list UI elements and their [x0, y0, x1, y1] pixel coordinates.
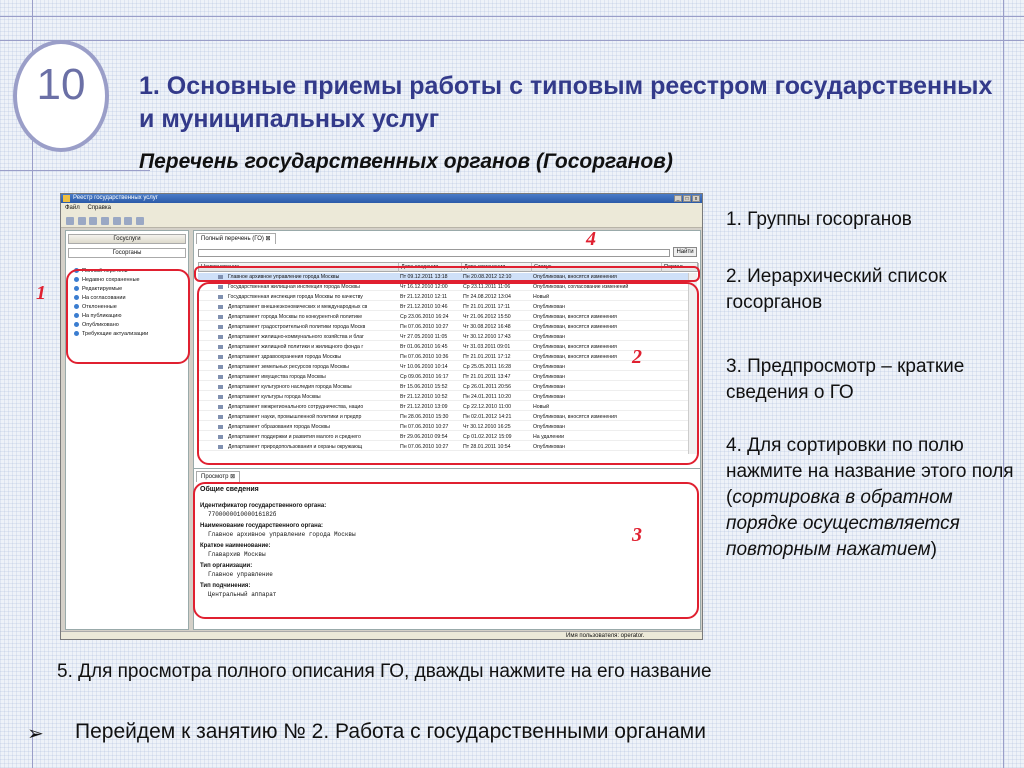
status-bar	[61, 631, 702, 640]
table-cell: Ср 01.02.2012 15:09	[463, 434, 512, 440]
slide-number: 10	[36, 60, 86, 109]
table-cell: Опубликован	[533, 384, 565, 390]
table-cell: Департамент жилищной политики и жилищного фонда г	[228, 344, 364, 350]
tab-preview[interactable]: Просмотр ⊠	[196, 471, 240, 482]
annotation-box-header	[194, 266, 700, 282]
table-cell: Департамент внешнеэкономических и международных св	[228, 304, 368, 310]
preview-value: 770000001000016182б	[208, 511, 277, 518]
tab-full-list[interactable]: Полный перечень (ГО) ⊠	[196, 233, 276, 244]
annotation-box-list	[197, 282, 699, 465]
table-cell: Опубликован	[533, 304, 565, 310]
help-icon[interactable]	[136, 217, 144, 225]
annotation-label-1: 1	[36, 282, 46, 304]
table-cell: Чт 30.08.2012 16:48	[463, 324, 511, 330]
window-title: Реестр государственных услуг	[73, 195, 158, 201]
gosorgany-button[interactable]: Госорганы	[68, 248, 186, 258]
table-cell: Департамент культуры города Москвы	[228, 394, 321, 400]
table-cell: Опубликован	[533, 444, 565, 450]
table-cell: Государственная жилищная инспекция города Москвы	[228, 284, 360, 290]
menu-file[interactable]: Файл	[65, 205, 80, 211]
table-cell: Департамент образования города Москвы	[228, 424, 330, 430]
table-cell: Опубликован, согласование изменений	[533, 284, 629, 290]
annotation-label-4: 4	[586, 228, 596, 250]
table-cell: Департамент жилищно-коммунального хозяйства и благ	[228, 334, 364, 340]
table-cell: Опубликован, вносятся изменения	[533, 324, 617, 330]
table-cell: Государственная инспекция города Москвы по качеству	[228, 294, 363, 300]
table-cell: Опубликован, вносятся изменения	[533, 414, 617, 420]
decor-line-top2	[0, 40, 1024, 41]
table-cell: Департамент градостроительной политики города Москв	[228, 324, 366, 330]
table-cell: Департамент науки, промышленной политики и предпр	[228, 414, 362, 420]
table-cell: Пт 21.01.2011 17:12	[463, 354, 511, 360]
table-cell: Департамент межрегионального сотрудничества, нацио	[228, 404, 364, 410]
table-cell: Чт 27.05.2010 11:05	[400, 334, 448, 340]
table-cell: Опубликован, вносятся изменения	[533, 354, 617, 360]
table-cell: Опубликован	[533, 364, 565, 370]
table-cell: Вт 21.12.2010 10:46	[400, 304, 448, 310]
window-titlebar	[61, 194, 702, 203]
table-cell: Ср 26.01.2011 20:56	[463, 384, 512, 390]
print-icon[interactable]	[101, 217, 109, 225]
maximize-button[interactable]: □	[683, 195, 691, 202]
table-cell: Чт 10.06.2010 10:14	[400, 364, 448, 370]
table-cell: Департамент земельных ресурсов города Москвы	[228, 364, 349, 370]
tree-item-published[interactable]: Опубликовано	[74, 321, 119, 329]
table-cell: Опубликован, вносятся изменения	[533, 344, 617, 350]
table-cell: Чт 21.06.2012 15:50	[463, 314, 511, 320]
slide-subtitle: Перечень государственных органов (Госорганов)	[139, 150, 673, 173]
column-header-modified[interactable]: Дата изменения	[462, 263, 532, 272]
close-button[interactable]: x	[692, 195, 700, 202]
toolbar	[61, 214, 702, 228]
table-cell: Пт 28.01.2011 10:54	[463, 444, 511, 450]
window-controls	[673, 195, 700, 203]
table-cell: Ср 09.06.2010 16:17	[400, 374, 449, 380]
table-cell: Опубликован	[533, 424, 565, 430]
search-input[interactable]	[198, 249, 670, 257]
table-cell: Департамент здравоохранения города Москвы	[228, 354, 342, 360]
table-cell: Ср 25.05.2011 16:28	[463, 364, 512, 370]
table-cell: Департамент имущества города Москвы	[228, 374, 326, 380]
table-cell: Вт 21.12.2010 13:09	[400, 404, 448, 410]
menu-help[interactable]: Справка	[87, 205, 111, 211]
gosuslugi-button[interactable]: Госуслуги	[68, 234, 186, 244]
menu-bar	[61, 203, 702, 214]
table-cell: Чт 16.12.2010 12:00	[400, 284, 448, 290]
table-cell: Ср 22.12.2010 11:00	[463, 404, 512, 410]
app-icon	[63, 195, 70, 202]
next-lesson-text: Перейдем к занятию № 2. Работа с государственными органами	[75, 720, 706, 743]
tree-item-to-publish[interactable]: На публикацию	[74, 312, 121, 320]
table-cell: Главное архивное управление города Москвы	[228, 274, 340, 280]
table-cell: Опубликован, вносятся изменения	[533, 274, 617, 280]
table-cell: Департамент природопользования и охраны окружающ	[228, 444, 363, 450]
preview-section-title: Общие сведения	[200, 486, 259, 493]
table-cell: Чт 30.12.2010 17:43	[463, 334, 511, 340]
table-cell: Пт 24.08.2012 13:04	[463, 294, 511, 300]
preview-label: Наименование государственного органа:	[200, 523, 324, 529]
save-icon[interactable]	[78, 217, 86, 225]
table-cell: На удалении	[533, 434, 564, 440]
table-cell: Новый	[533, 404, 550, 410]
column-header-created[interactable]: Дата создания	[399, 263, 462, 272]
bullet-arrow-icon: ➢	[27, 723, 44, 745]
preview-value: Главное управление	[208, 571, 273, 578]
table-cell: Пн 07.06.2010 10:27	[400, 324, 449, 330]
refresh-icon[interactable]	[89, 217, 97, 225]
table-cell: Вт 29.06.2010 09:54	[400, 434, 448, 440]
annotation-box-groups	[66, 269, 190, 364]
table-cell: Ср 23.06.2010 16:24	[400, 314, 449, 320]
export-icon[interactable]	[124, 217, 132, 225]
table-cell: Опубликован	[533, 334, 565, 340]
annotation-label-3: 3	[632, 524, 642, 546]
table-cell: Пн 28.06.2010 15:30	[400, 414, 449, 420]
table-cell: Пт 21.01.2011 17:11	[463, 304, 511, 310]
note-groups: 1. Группы госорганов	[726, 209, 912, 230]
preview-label: Краткое наименование:	[200, 543, 271, 549]
tree-item-rejected[interactable]: Отклоненные	[74, 303, 117, 311]
table-cell: Вт 21.12.2010 10:52	[400, 394, 448, 400]
table-cell: Опубликован, вносятся изменения	[533, 314, 617, 320]
status-user: Имя пользователя: operator.	[566, 633, 645, 639]
preview-label: Тип организации:	[200, 563, 253, 569]
tree-item-update[interactable]: Требующие актуализации	[74, 330, 148, 338]
table-cell: Пн 07.06.2010 10:36	[400, 354, 449, 360]
note-hierarchy: 2. Иерархический список госорганов	[726, 266, 947, 313]
preview-label: Тип подчинения:	[200, 583, 251, 589]
table-cell: Пн 20.08.2012 12:10	[463, 274, 512, 280]
annotation-label-2: 2	[632, 346, 642, 368]
decor-line-top	[0, 16, 1024, 17]
table-cell: Вт 15.06.2010 15:52	[400, 384, 448, 390]
slide-title: 1. Основные приемы работы с типовым реестром государственных и муниципальных услуг	[139, 72, 993, 133]
tree-item-full-list[interactable]: Полный перечень	[74, 267, 128, 275]
table-cell: Опубликован	[533, 394, 565, 400]
table-cell: Новый	[533, 294, 550, 300]
table-cell: Чт 31.03.2011 09:01	[463, 344, 511, 350]
delete-icon[interactable]	[113, 217, 121, 225]
table-cell: Пн 07.06.2010 10:27	[400, 424, 449, 430]
tree-item-recent[interactable]: Недавно сохраненные	[74, 276, 140, 284]
table-cell: Пн 02.01.2012 14:21	[463, 414, 512, 420]
table-cell: Пт 21.01.2011 13:47	[463, 374, 511, 380]
tree-item-approval[interactable]: На согласовании	[74, 294, 126, 302]
table-cell: Пн 07.06.2010 10:27	[400, 444, 449, 450]
decor-line-under-circle	[0, 170, 150, 171]
note-preview: 3. Предпросмотр – краткие сведения о ГО	[726, 356, 965, 403]
table-cell: Ср 23.11.2011 11:06	[463, 284, 511, 290]
table-cell: Департамент города Москвы по конкурентной политике	[228, 314, 363, 320]
column-header-name[interactable]: Наименование	[199, 263, 399, 272]
search-button[interactable]: Найти	[673, 247, 697, 257]
table-cell: Департамент поддержки и развития малого и среднего	[228, 434, 361, 440]
table-cell: Департамент культурного наследия города Москвы	[228, 384, 352, 390]
table-cell: Вт 01.06.2010 16:45	[400, 344, 448, 350]
table-cell: Опубликован	[533, 374, 565, 380]
table-cell: Чт 30.12.2010 16:25	[463, 424, 511, 430]
minimize-button[interactable]: _	[674, 195, 682, 202]
column-header-status[interactable]: Статус	[532, 263, 662, 272]
table-cell: Вт 21.12.2010 12:11	[400, 294, 448, 300]
annotation-box-preview	[193, 482, 699, 619]
preview-value: Центральный аппарат	[208, 591, 277, 598]
preview-value: Главное архивное управление города Москвы	[208, 531, 356, 538]
new-icon[interactable]	[66, 217, 74, 225]
column-header-portal[interactable]: Портал	[662, 263, 699, 272]
preview-value: Главархив Москвы	[208, 551, 266, 558]
table-cell: Пн 24.01.2011 10:20	[463, 394, 512, 400]
preview-label: Идентификатор государственного органа:	[200, 503, 327, 509]
note-sorting: 4. Для сортировки по полю нажмите на название этого поля (сортировка в обратном порядке осуществляется повторным нажатием)	[726, 435, 1014, 560]
note-full-description: 5. Для просмотра полного описания ГО, дважды нажмите на его название	[57, 661, 712, 682]
tree-item-editing[interactable]: Редактируемые	[74, 285, 122, 293]
table-cell: Пт 09.12.2011 13:18	[400, 274, 448, 280]
